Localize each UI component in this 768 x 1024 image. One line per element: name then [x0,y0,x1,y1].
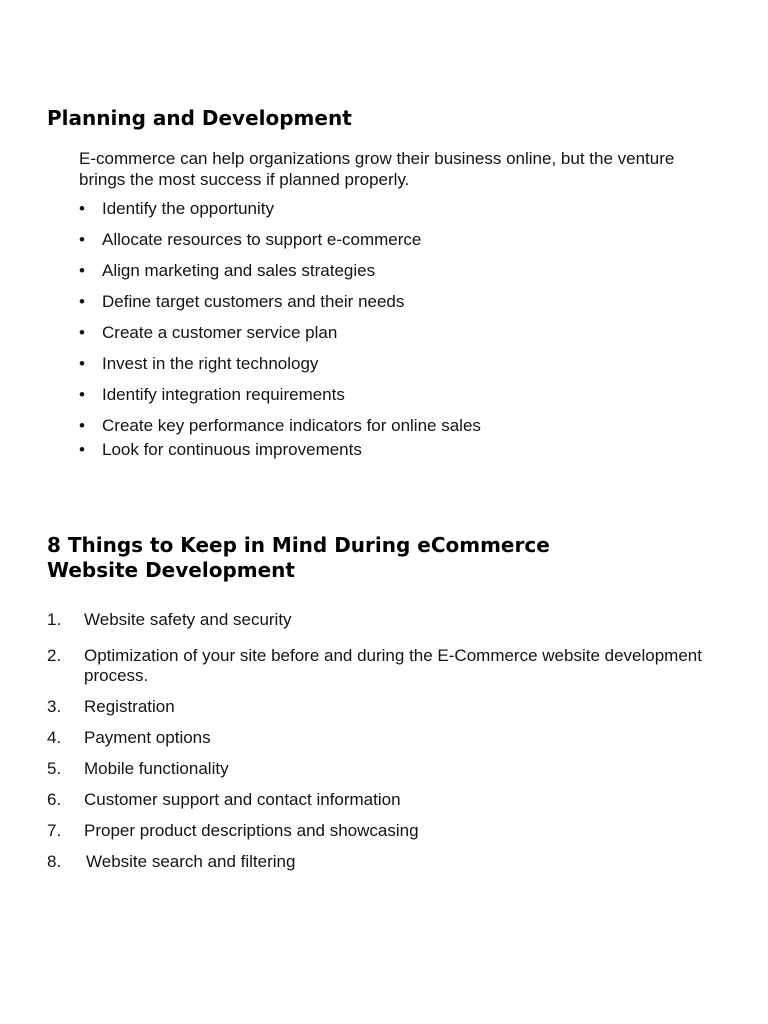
list-item [79,322,481,353]
section-heading-planning: Planning and Development [47,106,352,130]
list-item [79,353,481,384]
list-item-text: Look for continuous improvements [102,440,362,459]
list-item [79,291,481,322]
ecommerce-numbered-list [47,610,727,883]
heading-line-2: Website Development [47,558,295,582]
list-item-text: Align marketing and sales strategies [102,261,376,280]
list-item-text: Proper product descriptions and showcasing [84,821,419,840]
list-item-text: Registration [84,697,175,716]
planning-bullet-list [79,198,481,470]
list-item [47,610,727,646]
list-item [47,759,727,790]
list-item [79,229,481,260]
list-item-text: Customer support and contact information [84,790,401,809]
list-item-text: Invest in the right technology [102,354,319,373]
item-number: 4. [47,728,62,747]
list-item-text: Optimization of your site before and during the E-Commerce website development process. [84,646,702,685]
item-number: 3. [47,697,62,716]
list-item [47,821,727,852]
list-item-text: Allocate resources to support e-commerce [102,230,422,249]
item-number: 5. [47,759,62,778]
item-number: 2. [47,646,62,665]
section-heading-ecommerce [47,533,607,583]
bullet-marker: • [79,292,85,311]
bullet-marker: • [79,261,85,280]
item-number: 6. [47,790,62,809]
bullet-marker: • [79,199,85,218]
list-item [47,697,727,728]
list-item-text: Define target customers and their needs [102,292,405,311]
bullet-marker: • [79,385,85,404]
list-item [47,852,727,883]
intro-paragraph: E-commerce can help organizations grow their business online, but the venture brings the most success if planned properly. [79,149,675,189]
list-item [79,260,481,291]
list-item [47,646,727,697]
bullet-marker: • [79,440,85,459]
list-item [79,384,481,415]
list-item-text: Identify the opportunity [102,199,275,218]
bullet-marker: • [79,230,85,249]
bullet-marker: • [79,323,85,342]
list-item-text: Website safety and security [84,610,292,629]
list-item-text: Payment options [84,728,211,747]
list-item-text: Create key performance indicators for online sales [102,416,481,435]
list-item-text: Identify integration requirements [102,385,345,404]
heading-line-1: 8 Things to Keep in Mind During eCommerce [47,533,550,557]
list-item [79,439,481,470]
list-item [47,790,727,821]
list-item-text: Website search and filtering [86,852,296,871]
item-number: 1. [47,610,62,629]
list-item [79,198,481,229]
list-item [79,415,481,439]
bullet-marker: • [79,416,85,435]
bullet-marker: • [79,354,85,373]
list-item-text: Mobile functionality [84,759,229,778]
list-item [47,728,727,759]
item-number: 7. [47,821,62,840]
item-number: 8. [47,852,62,871]
list-item-text: Create a customer service plan [102,323,338,342]
